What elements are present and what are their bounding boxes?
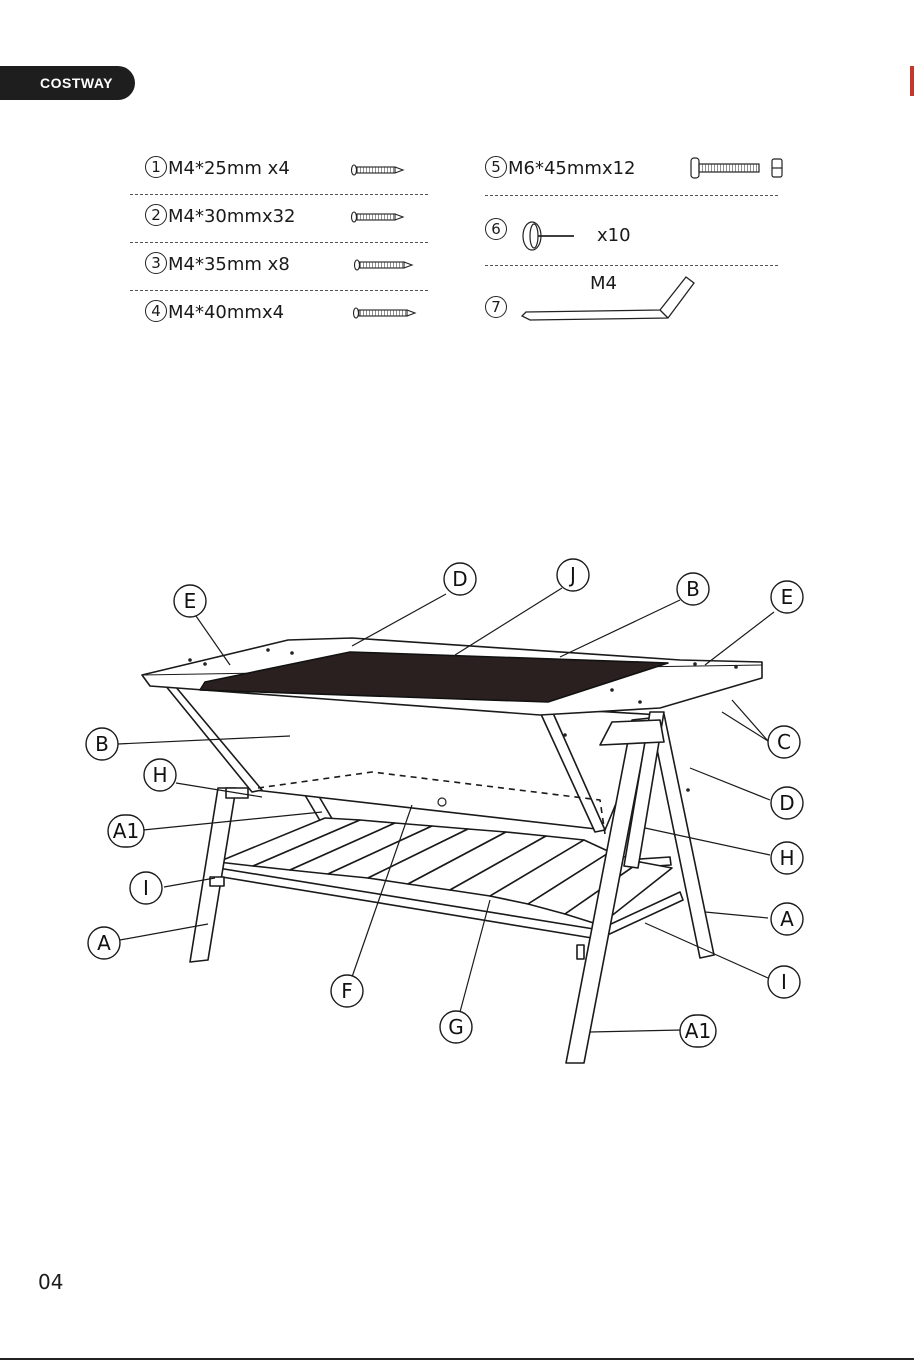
label-e: E [183, 589, 197, 613]
label-b: B [686, 577, 700, 601]
bottom-rule [0, 1358, 914, 1360]
plug-cap-icon [523, 222, 574, 250]
nut-icon [772, 159, 782, 177]
label-a: A [780, 907, 794, 931]
hardware-item-6-qty: x10 [597, 225, 631, 246]
item-number: 5 [485, 156, 507, 178]
screw-icon [352, 212, 404, 222]
item-number: 3 [145, 252, 167, 274]
item-label: M4*30mmx32 [168, 206, 296, 227]
label-a1: A1 [112, 819, 140, 843]
screw-icon [355, 260, 413, 270]
item-label: M4*35mm x8 [168, 254, 290, 275]
item-number: 6 [485, 218, 507, 240]
item-label: M6*45mmx12 [508, 158, 636, 179]
item-number: 7 [485, 296, 507, 318]
label-a: A [97, 931, 111, 955]
hardware-item-7-size: M4 [590, 273, 617, 294]
item-number: 2 [145, 204, 167, 226]
screw-icon [352, 165, 404, 175]
label-i: I [781, 970, 787, 994]
item-number: 4 [145, 300, 167, 322]
label-c: C [777, 730, 791, 754]
label-i: I [143, 876, 149, 900]
item-label: M4*25mm x4 [168, 158, 290, 179]
allen-key-icon [522, 277, 694, 320]
label-d: D [452, 567, 468, 591]
item-number: 1 [145, 156, 167, 178]
label-a1: A1 [684, 1019, 712, 1043]
brand-logo: COSTWAY [0, 66, 135, 100]
page-number: 04 [38, 1270, 64, 1294]
label-e: E [780, 585, 794, 609]
item-label: M4*40mmx4 [168, 302, 285, 323]
label-b: B [95, 732, 109, 756]
planter-drawing [142, 638, 762, 1063]
bolt-icon [691, 158, 759, 178]
label-h: H [152, 763, 168, 787]
label-f: F [341, 979, 353, 1003]
label-d: D [779, 791, 795, 815]
screw-icon [354, 308, 416, 318]
label-h: H [779, 846, 795, 870]
label-j: J [570, 563, 576, 587]
label-g: G [448, 1015, 464, 1039]
